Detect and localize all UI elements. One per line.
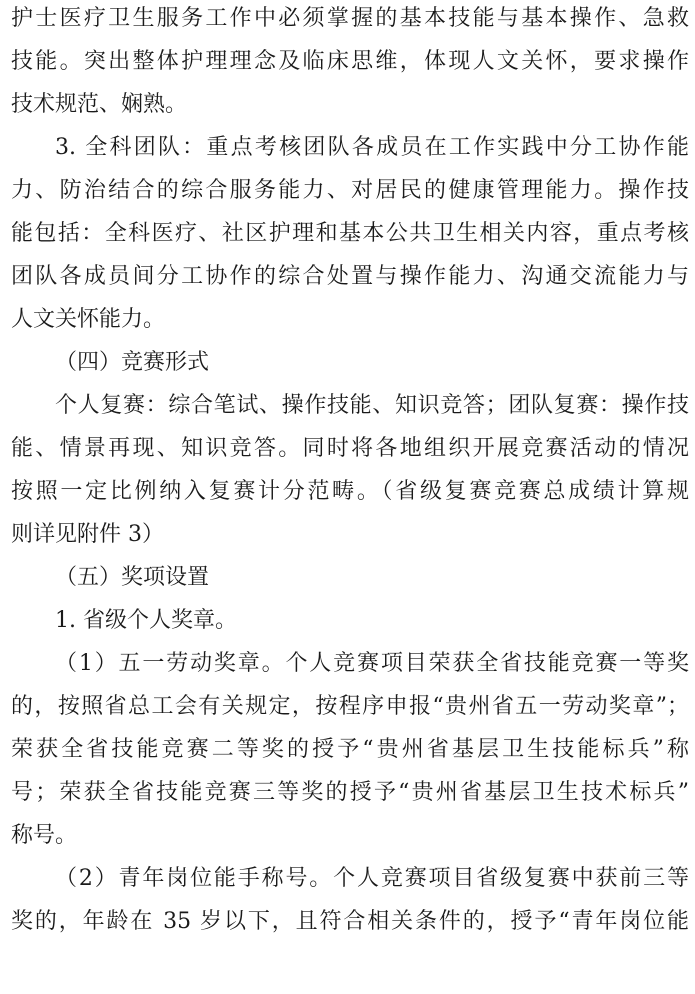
section-heading-awards: （五）奖项设置 bbox=[55, 565, 210, 590]
paragraph-line-6: 能包括：全科医疗、社区护理和基本公共卫生相关内容，重点考核 bbox=[11, 221, 689, 246]
paragraph-line-21: （2）青年岗位能手称号。个人竞赛项目省级复赛中获前三等 bbox=[55, 866, 689, 891]
paragraph-line-22: 奖的，年龄在 35 岁以下，且符合相关条件的，授予“青年岗位能 bbox=[11, 909, 689, 934]
paragraph-line-19: 号；荣获全省技能竞赛三等奖的授予“贵州省基层卫生技术标兵” bbox=[11, 780, 689, 805]
paragraph-line-3: 技术规范、娴熟。 bbox=[11, 92, 188, 117]
paragraph-line-18: 荣获全省技能竞赛二等奖的授予“贵州省基层卫生技能标兵”称 bbox=[11, 737, 689, 762]
paragraph-line-7: 团队各成员间分工协作的综合处置与操作能力、沟通交流能力与 bbox=[11, 264, 689, 289]
paragraph-line-1: 护士医疗卫生服务工作中必须掌握的基本技能与基本操作、急救 bbox=[11, 6, 689, 31]
paragraph-line-8: 人文关怀能力。 bbox=[11, 307, 166, 332]
paragraph-line-20: 称号。 bbox=[11, 823, 78, 848]
paragraph-line-5: 力、防治结合的综合服务能力、对居民的健康管理能力。操作技 bbox=[11, 178, 689, 203]
paragraph-line-4: 3. 全科团队：重点考核团队各成员在工作实践中分工协作能 bbox=[55, 135, 689, 160]
paragraph-line-11: 能、情景再现、知识竞答。同时将各地组织开展竞赛活动的情况 bbox=[11, 436, 689, 461]
paragraph-line-17: 的，按照省总工会有关规定，按程序申报“贵州省五一劳动奖章”； bbox=[11, 694, 689, 719]
paragraph-line-13: 则详见附件 3） bbox=[11, 522, 164, 547]
section-heading-competition-format: （四）竞赛形式 bbox=[55, 350, 210, 375]
paragraph-line-15: 1. 省级个人奖章。 bbox=[55, 608, 237, 633]
paragraph-line-12: 按照一定比例纳入复赛计分范畴。（省级复赛竞赛总成绩计算规 bbox=[11, 479, 689, 504]
paragraph-line-16: （1）五一劳动奖章。个人竞赛项目荣获全省技能竞赛一等奖 bbox=[55, 651, 689, 676]
paragraph-line-10: 个人复赛：综合笔试、操作技能、知识竞答；团队复赛：操作技 bbox=[55, 393, 689, 418]
paragraph-line-2: 技能。突出整体护理理念及临床思维，体现人文关怀，要求操作 bbox=[11, 49, 689, 74]
